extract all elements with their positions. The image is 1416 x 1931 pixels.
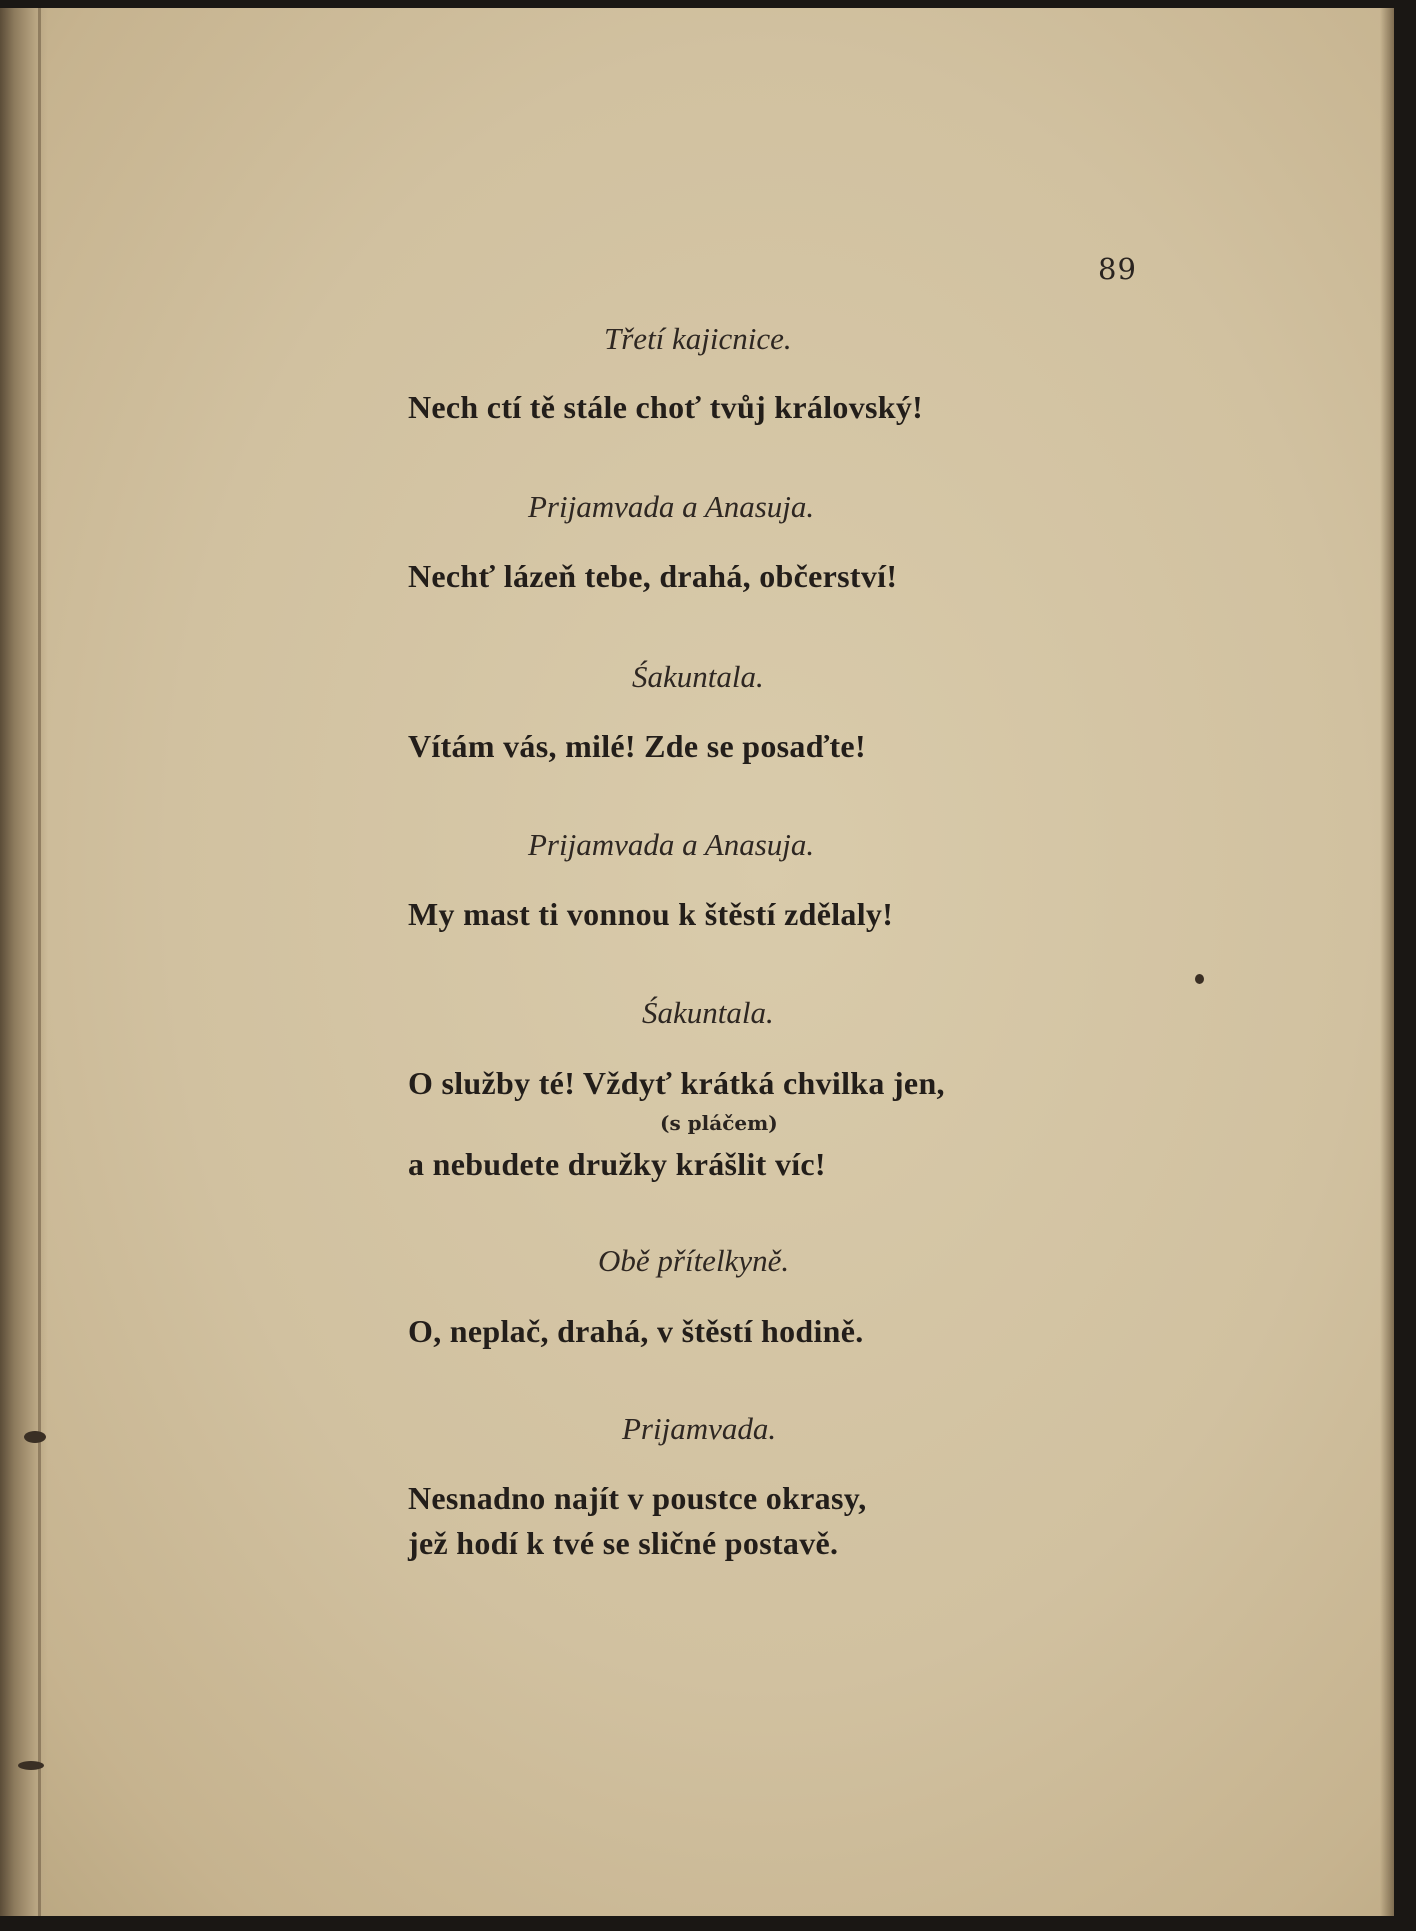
verse-line: Vítám vás, milé! Zde se posaďte! <box>408 728 866 764</box>
speaker-name: Śakuntala. <box>642 995 774 1030</box>
ink-spot <box>24 1431 46 1443</box>
speaker-name: Prijamvada a Anasuja. <box>528 489 815 524</box>
speaker-name: Prijamvada a Anasuja. <box>528 827 815 862</box>
verse-line: O, neplač, drahá, v štěstí hodině. <box>408 1313 864 1349</box>
ink-spot <box>18 1761 44 1770</box>
page-edge <box>1380 8 1394 1916</box>
verse-line: a nebudete družky krášlit víc! <box>408 1146 826 1182</box>
verse-line: Nechť lázeň tebe, drahá, občerství! <box>408 558 898 594</box>
speaker-name: Třetí kajicnice. <box>604 321 792 356</box>
book-page <box>0 8 1394 1916</box>
verse-line: O služby té! Vždyť krátká chvilka jen, <box>408 1065 945 1101</box>
verse-line: jež hodí k tvé se sličné postavě. <box>408 1525 839 1561</box>
stage-direction: (s pláčem) <box>660 1111 778 1135</box>
speaker-name: Obě přítelkyně. <box>598 1243 790 1278</box>
ink-spot <box>1195 974 1204 984</box>
verse-line: Nech ctí tě stále choť tvůj královský! <box>408 389 924 425</box>
speaker-name: Śakuntala. <box>632 659 764 694</box>
binding-fold <box>38 8 41 1916</box>
verse-line: My mast ti vonnou k štěstí zdělaly! <box>408 896 894 932</box>
verse-line: Nesnadno najít v poustce okrasy, <box>408 1480 867 1516</box>
speaker-name: Prijamvada. <box>622 1411 777 1446</box>
page-number: 89 <box>1098 252 1137 286</box>
